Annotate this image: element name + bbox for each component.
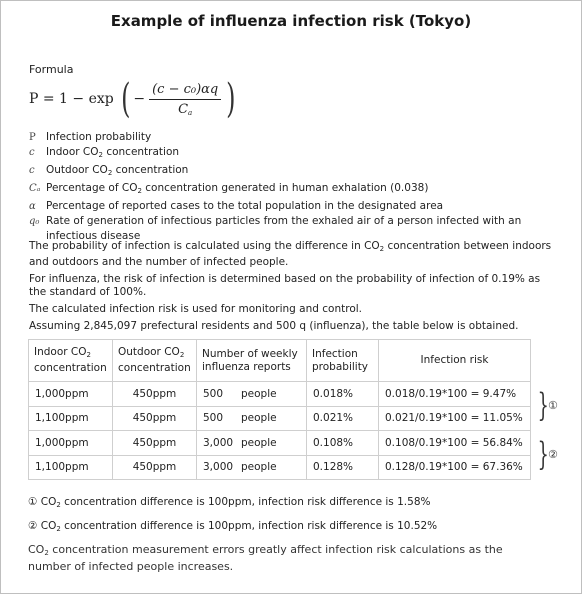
cell-reports: 500 people	[197, 406, 307, 431]
paragraph-monitoring: The calculated infection risk is used for monitoring and control.	[29, 303, 362, 315]
cell-outdoor: 450ppm	[113, 431, 197, 456]
cell-outdoor: 450ppm	[113, 382, 197, 407]
right-paren-icon: )	[226, 76, 236, 122]
table-row	[29, 406, 531, 431]
cell-risk: 0.018/0.19*100 = 9.47%	[379, 382, 531, 407]
cell-indoor: 1,100ppm	[29, 455, 113, 480]
right-brace-icon: }	[537, 386, 549, 424]
definition-item	[29, 199, 559, 214]
table-header-row	[29, 340, 531, 382]
definition-item	[29, 130, 559, 145]
infection-formula	[29, 76, 239, 122]
group-mark-1: ①	[548, 399, 558, 412]
header-risk: Infection risk	[379, 340, 531, 382]
paragraph-standard: For influenza, the risk of infection is determined based on the probability of infection of 0.19% as the standard of 100%.	[29, 273, 541, 298]
cell-risk: 0.108/0.19*100 = 56.84%	[379, 431, 531, 456]
definition-item	[29, 181, 559, 199]
footer-conclusion: $CO_2$ concentration measurement errors greatly affect infection risk calculations as the number of infected people increases.	[28, 543, 503, 573]
right-brace-icon: }	[537, 435, 549, 473]
infection-risk-table	[28, 339, 531, 480]
definition-symbol: c	[29, 147, 35, 158]
cell-outdoor: 450ppm	[113, 455, 197, 480]
formula-minus: −	[133, 91, 146, 107]
header-outdoor: Outdoor $CO_2$ concentration	[113, 340, 197, 382]
cell-probability: 0.108%	[307, 431, 379, 456]
formula-denominator: $C_a$	[178, 101, 193, 117]
cell-indoor: 1,100ppm	[29, 406, 113, 431]
definition-text: Rate of generation of infectious particles from the exhaled air of a person infected with an infectious disease	[46, 215, 522, 242]
definition-symbol: Cₐ	[29, 183, 41, 194]
definition-item	[29, 145, 559, 163]
definition-text: Outdoor $CO_2$ concentration	[46, 164, 189, 177]
paragraph-assumption: Assuming 2,845,097 prefectural residents and 500 q (influenza), the table below is obtained.	[29, 320, 519, 332]
cell-probability: 0.018%	[307, 382, 379, 407]
definition-symbol: c	[29, 165, 35, 176]
definition-symbol: q₀	[29, 216, 40, 227]
formula-fraction	[149, 82, 221, 117]
group-mark-2: ②	[548, 448, 558, 461]
page-title: Example of influenza infection risk (Tokyo)	[110, 12, 472, 30]
header-probability: Infection probability	[307, 340, 379, 382]
definition-text: Infection probability	[46, 131, 152, 143]
cell-reports: 3,000 people	[197, 455, 307, 480]
cell-indoor: 1,000ppm	[29, 431, 113, 456]
definition-symbol: α	[29, 201, 36, 212]
symbol-definitions	[29, 130, 559, 244]
cell-reports: 3,000 people	[197, 431, 307, 456]
cell-risk: 0.128/0.19*100 = 67.36%	[379, 455, 531, 480]
definition-symbol: P	[29, 132, 36, 143]
left-paren-icon: (	[120, 76, 131, 122]
cell-probability: 0.021%	[307, 406, 379, 431]
header-indoor: Indoor $CO_2$ concentration	[29, 340, 113, 382]
formula-numerator: (c − c₀)αq	[149, 82, 221, 100]
table-row	[29, 431, 531, 456]
cell-outdoor: 450ppm	[113, 406, 197, 431]
cell-risk: 0.021/0.19*100 = 11.05%	[379, 406, 531, 431]
definition-text: Percentage of $CO_2$ concentration generated in human exhalation (0.038)	[46, 182, 429, 195]
cell-probability: 0.128%	[307, 455, 379, 480]
paragraph-calculation: The probability of infection is calculated using the difference in $CO_2$ concentration between indoors and outdoors and the number of infected people.	[29, 240, 552, 268]
table-row	[29, 382, 531, 407]
definition-text: Indoor $CO_2$ concentration	[46, 146, 180, 159]
header-weekly-reports: Number of weekly influenza reports	[197, 340, 307, 382]
explanation-paragraphs	[29, 240, 559, 337]
note-item: ① $CO_2$ concentration difference is 100ppm, infection risk difference is 1.58%	[28, 496, 431, 509]
table-row	[29, 455, 531, 480]
definition-text: Percentage of reported cases to the total population in the designated area	[46, 200, 444, 212]
cell-indoor: 1,000ppm	[29, 382, 113, 407]
definition-item	[29, 163, 559, 181]
formula-lhs: P = 1 − exp	[29, 91, 114, 107]
cell-reports: 500 people	[197, 382, 307, 407]
note-item: ② $CO_2$ concentration difference is 100ppm, infection risk difference is 10.52%	[28, 520, 438, 533]
formula-label: Formula	[29, 63, 74, 76]
comparison-notes	[28, 496, 437, 544]
